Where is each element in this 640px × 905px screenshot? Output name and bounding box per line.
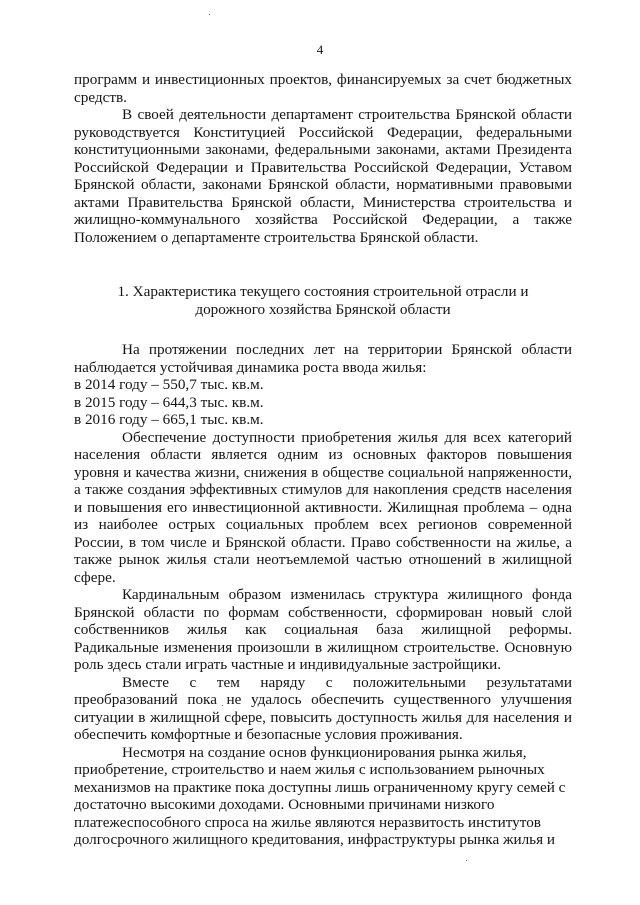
housing-stat-2015: в 2015 году – 644,3 тыс. кв.м. [74, 393, 264, 411]
intro-continuation: программ и инвестиционных проектов, финансируемых за счет бюджетных средств. [74, 71, 572, 106]
market-line-4: достаточно высокими доходами. Основными причинами низкого [74, 796, 495, 813]
paragraph-accessibility: Обеспечение доступности приобретения жилья для всех категорий населения области является одним из основных факторов повышения уровня и качества жизни, снижения в обществе социальной напряженности, а также создания эффективных стимулов для накопления средств населения и повышения его инвестиционной активности. Жилищная проблема – одна из наиболее острых социальных проблем всех регионов современной России, в том числе и Брянской области. Право собственности на жилье, а также рынок жилья стали неотъемлемой частью отношений в жилищной сфере. [74, 428, 572, 586]
section-heading [74, 283, 572, 318]
dynamics-intro: На протяжении последних лет на территории Брянской области наблюдается устойчивая динамика роста ввода жилья: [74, 341, 572, 376]
intro-paragraph: В своей деятельности департамент строительства Брянской области руководствуется Конституцией Российской Федерации, федеральными конституционными законами, федеральными законами, актами Президента Российской Федерации и Правительства Российской Федерации, Уставом Брянской области, законами Брянской области, нормативными правовыми актами Правительства Брянской области, Министерства строительства и жилищно-коммунального хозяйства Российской Федерации, а также Положением о департаменте строительства Брянской области. [74, 106, 572, 246]
paragraph-market [74, 744, 572, 849]
market-line-6: долгосрочного жилищного кредитования, инфраструктуры рынка жилья и [74, 831, 556, 848]
intro-section [74, 71, 572, 246]
housing-stat-2016: в 2016 году – 665,1 тыс. кв.м. [74, 411, 264, 428]
paragraph-results: Вместе с тем наряду с положительными результатами преобразований пока не удалось обеспечить существенного улучшения ситуации в жилищной сфере, повысить доступность жилья для населения и обеспечить комфортные и безопасные условия проживания. [74, 673, 572, 743]
housing-stat-2014: в 2014 году – 550,7 тыс. кв.м. [74, 376, 264, 393]
market-line-3: механизмов на практике пока доступны лишь ограниченному кругу семей с [74, 778, 566, 796]
market-line-5: платежеспособного спроса на жилье являются неразвитость институтов [74, 813, 541, 831]
section-heading-line-1: 1. Характеристика текущего состояния строительной отрасли и [117, 283, 529, 300]
section-heading-line-2: дорожного хозяйства Брянской области [195, 300, 451, 318]
market-line-1: Несмотря на создание основ функционирования рынка жилья, [122, 743, 527, 761]
market-line-2: приобретение, строительство и наем жилья с использованием рыночных [74, 761, 545, 778]
scan-speck [209, 14, 210, 15]
section-body [74, 341, 572, 849]
paragraph-structure: Кардинальным образом изменилась структура жилищного фонда Брянской области по формам собственности, сформирован новый слой собственников жилья как социальная база жилищной реформы. Радикальные изменения произошли в жилищном строительстве. Основную роль здесь стали играть частные и индивидуальные застройщики. [74, 586, 572, 673]
page-number: 4 [316, 42, 324, 57]
scan-speck [466, 860, 467, 861]
